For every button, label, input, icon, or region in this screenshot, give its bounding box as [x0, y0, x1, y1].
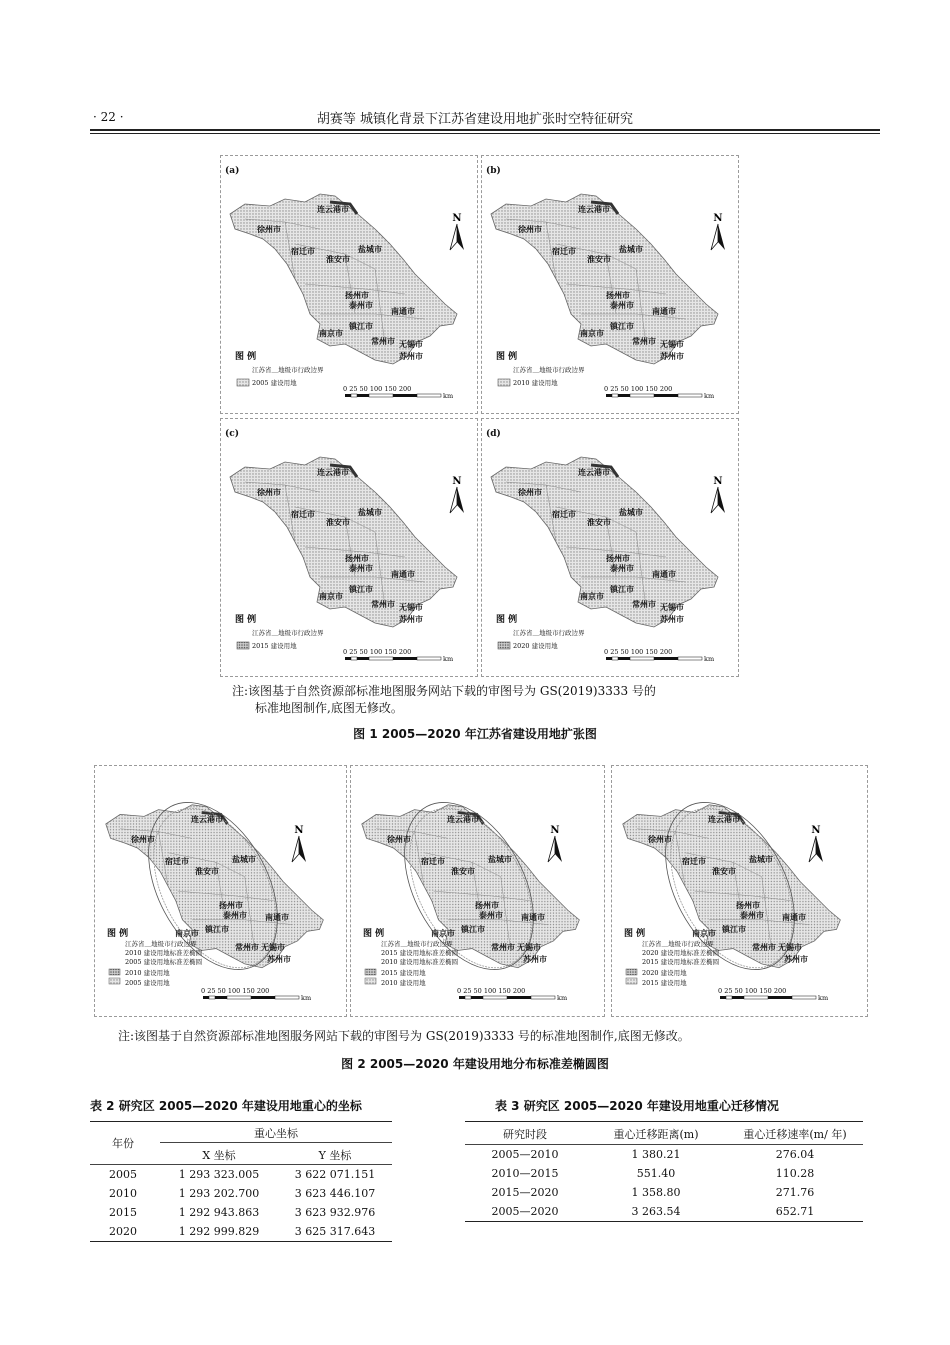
table2-col-y: Y 坐标: [318, 1149, 352, 1162]
x-cell: 1 292 943.863: [178, 1206, 260, 1219]
table3: [465, 1121, 863, 1222]
city-label: 扬州市: [475, 900, 499, 910]
city-label: 连云港市: [578, 204, 610, 214]
distance-cell: 1 358.80: [631, 1186, 681, 1199]
city-label: 苏州市: [660, 614, 684, 624]
city-label: 南京市: [175, 928, 199, 938]
legend-item: 2010 建设用地标准差椭圆: [381, 958, 459, 966]
city-label: 常州市: [371, 336, 395, 346]
city-label: 连云港市: [447, 814, 479, 824]
table3-col-period: 研究时段: [503, 1128, 547, 1141]
city-label: 徐州市: [257, 487, 281, 497]
city-label: 徐州市: [648, 834, 672, 844]
city-label: 盐城市: [619, 244, 643, 254]
city-label: 南京市: [319, 591, 343, 601]
scale-ticks: 0 25 50 100 150 200: [718, 987, 787, 995]
scale-ticks: 0 25 50 100 150 200: [457, 987, 526, 995]
city-label: 南通市: [391, 569, 415, 579]
figure1-note-line1: 注:该图基于自然资源部标准地图服务网站下载的审图号为 GS(2019)3333 号的: [232, 684, 656, 698]
city-label: 苏州市: [399, 614, 423, 624]
figure2-panel-1: [94, 765, 347, 1017]
city-label: 宿迁市: [421, 856, 445, 866]
legend-boundary: 江苏省＿地级市行政边界: [252, 366, 324, 374]
city-label: 扬州市: [606, 553, 630, 563]
speed-cell: 276.04: [775, 1148, 815, 1161]
table3-col-speed: 重心迁移速率(m/ 年): [743, 1128, 847, 1141]
y-cell: 3 625 317.643: [294, 1225, 376, 1238]
x-cell: 1 292 999.829: [178, 1225, 260, 1238]
legend-title: 图 例: [496, 615, 518, 625]
scale-bar: [345, 657, 441, 660]
scale-unit: km: [818, 994, 829, 1002]
city-label: 镇江市: [461, 924, 485, 934]
city-label: 宿迁市: [552, 509, 576, 519]
city-label: 盐城市: [358, 507, 382, 517]
city-label: 无锡市: [778, 942, 802, 952]
jiangsu-map: [221, 156, 477, 413]
city-label: 泰州市: [223, 910, 247, 920]
city-label: 盐城市: [358, 244, 382, 254]
figure2-note: 注:该图基于自然资源部标准地图服务网站下载的审图号为 GS(2019)3333 号的标准地图制作,底图无修改。: [118, 1029, 690, 1043]
legend-title: 图 例: [235, 352, 257, 362]
jiangsu-map: [482, 156, 738, 413]
city-label: 徐州市: [518, 224, 542, 234]
city-label: 扬州市: [736, 900, 760, 910]
legend-item: 2020 建设用地: [642, 969, 687, 977]
city-label: 南通市: [265, 912, 289, 922]
scale-unit: km: [443, 655, 454, 663]
legend-item: 2005 建设用地标准差椭圆: [125, 958, 203, 966]
city-label: 常州市: [491, 942, 515, 952]
city-label: 盐城市: [232, 854, 256, 864]
city-label: 南京市: [580, 591, 604, 601]
city-label: 宿迁市: [552, 246, 576, 256]
table-row: [465, 1183, 863, 1202]
city-label: 镇江市: [349, 584, 373, 594]
figure1-panel-b: [481, 155, 739, 414]
city-label: 泰州市: [349, 563, 373, 573]
scale-unit: km: [704, 655, 715, 663]
legend-landuse: 2010 建设用地: [513, 379, 558, 387]
city-label: 常州市: [752, 942, 776, 952]
city-label: 镇江市: [722, 924, 746, 934]
scale-ticks: 0 25 50 100 150 200: [604, 648, 673, 656]
city-label: 无锡市: [399, 602, 423, 612]
legend-item: 2010 建设用地: [125, 969, 170, 977]
city-label: 连云港市: [317, 467, 349, 477]
scale-unit: km: [301, 994, 312, 1002]
city-label: 宿迁市: [291, 509, 315, 519]
city-label: 连云港市: [708, 814, 740, 824]
city-label: 常州市: [632, 599, 656, 609]
scale-unit: km: [557, 994, 568, 1002]
scale-ticks: 0 25 50 100 150 200: [343, 385, 412, 393]
legend-title: 图 例: [496, 352, 518, 362]
y-cell: 3 623 446.107: [294, 1187, 376, 1200]
jiangsu-map: [221, 419, 477, 676]
table3-caption: 表 3 研究区 2005—2020 年建设用地重心迁移情况: [495, 1099, 779, 1113]
legend-item: 江苏省＿地级市行政边界: [642, 940, 714, 948]
city-label: 扬州市: [219, 900, 243, 910]
legend-item: 2010 建设用地: [381, 979, 426, 987]
y-cell: 3 623 932.976: [294, 1206, 376, 1219]
city-label: 扬州市: [345, 290, 369, 300]
city-label: 南京市: [431, 928, 455, 938]
north-arrow-icon: [711, 476, 725, 513]
city-label: 淮安市: [326, 517, 350, 527]
city-label: 泰州市: [349, 300, 373, 310]
year-cell: 2010: [109, 1187, 137, 1200]
legend-boundary: 江苏省＿地级市行政边界: [252, 629, 324, 637]
table-row: [90, 1165, 392, 1184]
city-label: 扬州市: [345, 553, 369, 563]
legend-item: 江苏省＿地级市行政边界: [381, 940, 453, 948]
city-label: 南京市: [692, 928, 716, 938]
scale-unit: km: [704, 392, 715, 400]
city-label: 徐州市: [131, 834, 155, 844]
period-cell: 2010—2015: [491, 1167, 559, 1180]
city-label: 淮安市: [451, 866, 475, 876]
city-label: 盐城市: [619, 507, 643, 517]
panel-label: (d): [486, 429, 501, 439]
city-label: 连云港市: [191, 814, 223, 824]
north-arrow-icon: [450, 213, 464, 250]
figure2-panel-2: [350, 765, 605, 1017]
city-label: 泰州市: [740, 910, 764, 920]
year-cell: 2020: [109, 1225, 137, 1238]
city-label: 南京市: [580, 328, 604, 338]
legend-title: 图 例: [363, 929, 385, 939]
table3-col-distance: 重心迁移距离(m): [613, 1128, 699, 1141]
year-cell: 2005: [109, 1168, 137, 1181]
table2-col-group: 重心坐标: [254, 1127, 298, 1140]
figure1-panel-a: [220, 155, 478, 414]
city-label: 苏州市: [267, 954, 291, 964]
scale-bar: [720, 996, 816, 999]
city-label: 镇江市: [610, 321, 634, 331]
city-label: 常州市: [371, 599, 395, 609]
distance-cell: 3 263.54: [631, 1205, 681, 1218]
figure2-caption: 图 2 2005—2020 年建设用地分布标准差椭圆图: [341, 1057, 609, 1071]
city-label: 淮安市: [195, 866, 219, 876]
speed-cell: 652.71: [775, 1205, 815, 1218]
speed-cell: 271.76: [775, 1186, 815, 1199]
distance-cell: 551.40: [636, 1167, 676, 1180]
header-rule-thin: [90, 133, 880, 134]
city-label: 南通市: [652, 306, 676, 316]
legend-title: 图 例: [107, 929, 129, 939]
legend-item: 2015 建设用地: [381, 969, 426, 977]
city-label: 宿迁市: [682, 856, 706, 866]
legend-landuse: 2005 建设用地: [252, 379, 297, 387]
city-label: 淮安市: [587, 517, 611, 527]
scale-bar: [459, 996, 555, 999]
north-arrow-icon: [548, 825, 562, 862]
city-label: 苏州市: [784, 954, 808, 964]
period-cell: 2005—2010: [491, 1148, 559, 1161]
legend-item: 2015 建设用地标准差椭圆: [642, 958, 720, 966]
city-label: 扬州市: [606, 290, 630, 300]
city-label: 淮安市: [712, 866, 736, 876]
table-row: [90, 1203, 392, 1222]
panel-label: (b): [486, 166, 501, 176]
city-label: 镇江市: [349, 321, 373, 331]
city-label: 常州市: [235, 942, 259, 952]
legend-landuse: 2020 建设用地: [513, 642, 558, 650]
city-label: 连云港市: [578, 467, 610, 477]
running-title: 胡赛等 城镇化背景下江苏省建设用地扩张时空特征研究: [316, 112, 634, 127]
table-row: [465, 1202, 863, 1221]
panel-label: (c): [225, 429, 239, 439]
x-cell: 1 293 202.700: [178, 1187, 260, 1200]
city-label: 淮安市: [587, 254, 611, 264]
city-label: 徐州市: [257, 224, 281, 234]
city-label: 宿迁市: [291, 246, 315, 256]
city-label: 镇江市: [610, 584, 634, 594]
scale-bar: [606, 394, 702, 397]
city-label: 淮安市: [326, 254, 350, 264]
scale-bar: [345, 394, 441, 397]
city-label: 连云港市: [317, 204, 349, 214]
scale-bar: [606, 657, 702, 660]
north-arrow-icon: [711, 213, 725, 250]
y-cell: 3 622 071.151: [294, 1168, 376, 1181]
legend-boundary: 江苏省＿地级市行政边界: [513, 366, 585, 374]
city-label: 无锡市: [517, 942, 541, 952]
city-label: 泰州市: [610, 300, 634, 310]
legend-landuse: 2015 建设用地: [252, 642, 297, 650]
table-row: [90, 1222, 392, 1241]
legend-item: 2005 建设用地: [125, 979, 170, 987]
city-label: 南京市: [319, 328, 343, 338]
period-cell: 2005—2020: [491, 1205, 559, 1218]
distance-cell: 1 380.21: [631, 1148, 681, 1161]
period-cell: 2015—2020: [491, 1186, 559, 1199]
legend-boundary: 江苏省＿地级市行政边界: [513, 629, 585, 637]
city-label: 宿迁市: [165, 856, 189, 866]
figure1-caption: 图 1 2005—2020 年江苏省建设用地扩张图: [353, 727, 597, 741]
legend-item: 2010 建设用地标准差椭圆: [125, 949, 203, 957]
city-label: 南通市: [652, 569, 676, 579]
scale-ticks: 0 25 50 100 150 200: [343, 648, 412, 656]
city-label: 南通市: [782, 912, 806, 922]
table2: [90, 1121, 392, 1242]
city-label: 泰州市: [479, 910, 503, 920]
city-label: 苏州市: [523, 954, 547, 964]
table-row: [465, 1164, 863, 1183]
north-arrow-icon: [292, 825, 306, 862]
figure2-panel-3: [611, 765, 868, 1017]
year-cell: 2015: [109, 1206, 137, 1219]
city-label: 苏州市: [660, 351, 684, 361]
city-label: 无锡市: [261, 942, 285, 952]
city-label: 无锡市: [660, 602, 684, 612]
scale-ticks: 0 25 50 100 150 200: [201, 987, 270, 995]
city-label: 盐城市: [749, 854, 773, 864]
city-label: 徐州市: [387, 834, 411, 844]
panel-label: (a): [225, 166, 240, 176]
jiangsu-map: [482, 419, 738, 676]
header-rule: [90, 129, 880, 131]
city-label: 无锡市: [660, 339, 684, 349]
city-label: 南通市: [391, 306, 415, 316]
scale-unit: km: [443, 392, 454, 400]
figure1-panel-c: [220, 418, 478, 677]
figure1-panel-d: [481, 418, 739, 677]
city-label: 苏州市: [399, 351, 423, 361]
city-label: 无锡市: [399, 339, 423, 349]
city-label: 泰州市: [610, 563, 634, 573]
scale-ticks: 0 25 50 100 150 200: [604, 385, 673, 393]
table-row: [465, 1145, 863, 1164]
page-number: · 22 ·: [93, 110, 124, 124]
table2-caption: 表 2 研究区 2005—2020 年建设用地重心的坐标: [90, 1099, 362, 1113]
speed-cell: 110.28: [775, 1167, 815, 1180]
table2-col-x: X 坐标: [202, 1149, 236, 1162]
city-label: 徐州市: [518, 487, 542, 497]
north-arrow-icon: [809, 825, 823, 862]
city-label: 常州市: [632, 336, 656, 346]
legend-item: 江苏省＿地级市行政边界: [125, 940, 197, 948]
legend-item: 2015 建设用地标准差椭圆: [381, 949, 459, 957]
legend-title: 图 例: [624, 929, 646, 939]
table2-col-year: 年份: [112, 1137, 134, 1150]
table-row: [90, 1184, 392, 1203]
x-cell: 1 293 323.005: [178, 1168, 260, 1181]
figure1-note-line2: 标准地图制作,底图无修改。: [255, 701, 403, 715]
north-arrow-icon: [450, 476, 464, 513]
legend-item: 2020 建设用地标准差椭圆: [642, 949, 720, 957]
city-label: 盐城市: [488, 854, 512, 864]
legend-title: 图 例: [235, 615, 257, 625]
scale-bar: [203, 996, 299, 999]
legend-item: 2015 建设用地: [642, 979, 687, 987]
city-label: 镇江市: [205, 924, 229, 934]
city-label: 南通市: [521, 912, 545, 922]
